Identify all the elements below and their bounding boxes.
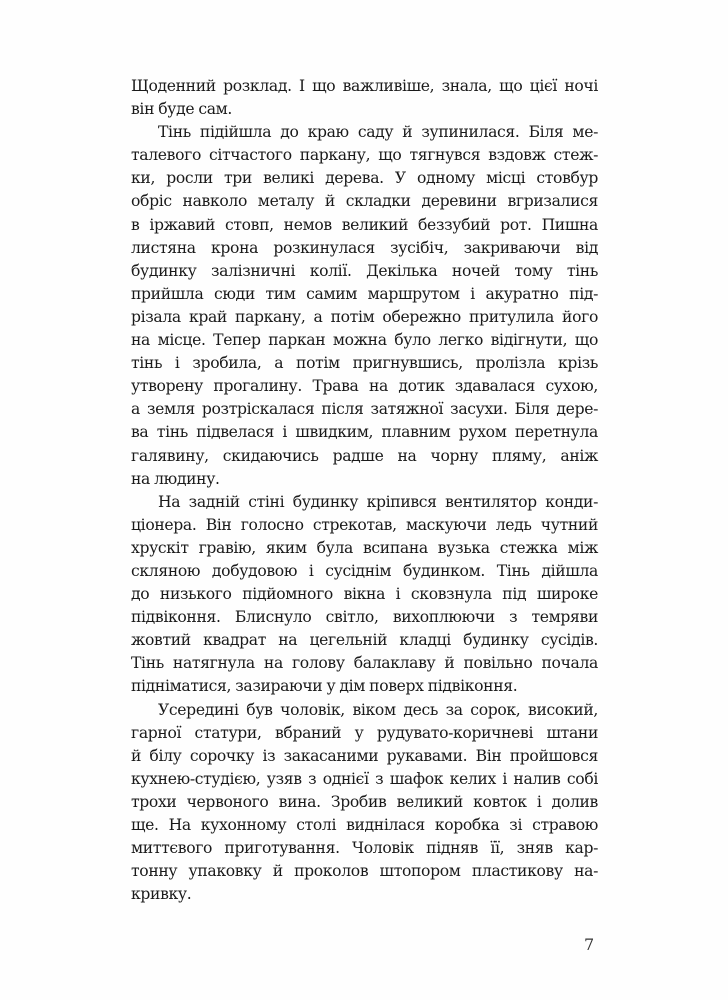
text-line: різала край паркану, а потім обережно притулила його [131, 307, 598, 326]
paragraph-2 [131, 121, 598, 491]
text-line: трохи червоного вина. Зробив великий ковток і долив [131, 792, 598, 811]
text-line: Усередині був чоловік, віком десь за сорок, високий, [158, 700, 598, 719]
text-line: прийшла сюди тим самим маршрутом і акуратно під- [131, 284, 598, 303]
text-line: а земля розтріскалася після затяжної засухи. Біля дере- [131, 400, 598, 419]
paragraph-4 [131, 699, 598, 907]
text-line: галявину, скидаючись радше на чорну пляму, аніж [131, 446, 598, 465]
text-line: Тінь підійшла до краю саду й зупинилася. Біля ме- [158, 123, 598, 142]
text-line: ще. На кухонному столі виднілася коробка зі стравою [131, 816, 598, 834]
text-line: обріс навколо металу й складки деревини вгризалися [131, 192, 598, 211]
text-line: утворену прогалину. Трава на дотик здавалася сухою, [131, 377, 598, 396]
text-line: до низького підйомного вікна і сковзнула під широке [131, 585, 598, 604]
text-line: Тінь натягнула на голову балаклаву й повільно почала [131, 654, 598, 673]
text-line: він буде сам. [131, 100, 233, 119]
text-line: на місце. Тепер паркан можна було легко відігнути, що [131, 331, 598, 350]
text-line: кривку. [131, 885, 192, 904]
text-line: На задній стіні будинку кріпився вентилятор конди- [158, 492, 598, 511]
text-line: тонну упаковку й проколов штопором пластикову на- [131, 862, 598, 881]
page-number: 7 [584, 935, 595, 954]
text-line: на людину. [131, 469, 220, 488]
body-text [131, 75, 598, 906]
text-line: ки, росли три великі дерева. У одному місці стовбур [131, 169, 598, 188]
text-line: жовтий квадрат на цегельній кладці будинку сусідів. [131, 631, 598, 650]
text-line: підвіконня. Блиснуло світло, вихоплюючи з темряви [131, 608, 598, 627]
text-line: ва тінь підвелася і швидким, плавним рухом перетнула [131, 423, 598, 442]
text-line: будинку залізничні колії. Декілька ночей тому тінь [131, 261, 598, 280]
text-line: гарної статури, вбраний у рудувато-коричневі штани [131, 723, 598, 742]
text-line: й білу сорочку із закасаними рукавами. Він пройшовся [131, 746, 598, 765]
text-line: підніматися, зазираючи у дім поверх підвіконня. [131, 677, 518, 696]
text-line: кухнею-студією, узяв з однієї з шафок келих і налив собі [131, 769, 598, 788]
text-line: в іржавий стовп, немов великий беззубий рот. Пишна [131, 215, 598, 234]
text-line: скляною добудовою і сусіднім будинком. Тінь дійшла [131, 561, 598, 580]
text-line: ціонера. Він голосно стрекотав, маскуючи ледь чутний [131, 515, 598, 534]
text-line: талевого сітчастого паркану, що тягнувся вздовж стеж- [131, 146, 598, 165]
paragraph-1 [131, 75, 598, 121]
text-line: Щоденний розклад. І що важливіше, знала, що цієї ночі [131, 77, 598, 95]
paragraph-3 [131, 491, 598, 699]
text-line: листяна крона розкинулася зусібіч, закриваючи від [131, 238, 598, 257]
text-line: миттєвого приготування. Чоловік підняв її, зняв кар- [131, 839, 598, 858]
text-line: тінь і зробила, а потім пригнувшись, пролізла крізь [131, 354, 598, 373]
text-line: хрускіт гравію, яким була всипана вузька стежка між [131, 538, 598, 557]
